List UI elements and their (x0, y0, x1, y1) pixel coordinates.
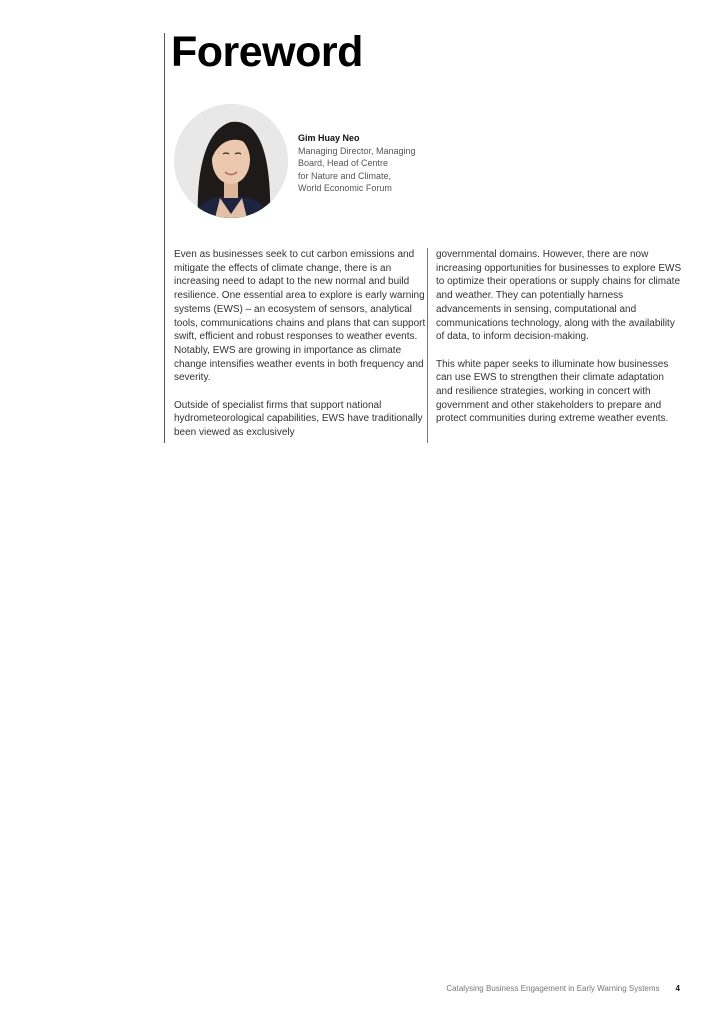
page-footer (446, 984, 680, 993)
page-number: 4 (675, 984, 680, 993)
author-role-line: for Nature and Climate, (298, 170, 392, 181)
author-role-line: World Economic Forum (298, 183, 392, 193)
body-column-right (436, 248, 682, 440)
author-portrait (174, 104, 288, 218)
footer-report-title: Catalysing Business Engagement in Early Warning Systems (446, 984, 660, 993)
paragraph: Outside of specialist firms that support national hydrometeorological capabilities, EWS have traditionally been viewed as exclusively (174, 399, 423, 439)
paragraph: governmental domains. However, there are now increasing opportunities for businesses to explore EWS to optimize their operations or supply chains for climate and weather. They can potentially harness advancements in sensing, computational and communications technology, along with the availability of data, to inform decision-making. (436, 249, 682, 343)
paragraph: This white paper seeks to illuminate how businesses can use EWS to strengthen their climate adaptation and resilience strategies, working in concert with government and other stakeholders to prepare and protect communities during extreme weather events. (436, 358, 669, 425)
left-margin-rule (164, 33, 165, 443)
page-title: Foreword (171, 28, 363, 76)
column-divider (427, 248, 428, 443)
author-portrait-image (174, 104, 288, 218)
author-name: Gim Huay Neo (298, 133, 360, 143)
author-role-line: Managing Director, Managing (298, 145, 416, 156)
author-block (298, 132, 428, 195)
body-column-left (174, 248, 426, 454)
author-role-line: Board, Head of Centre (298, 158, 389, 168)
paragraph: Even as businesses seek to cut carbon emissions and mitigate the effects of climate change, there is an increasing need to adapt to the new normal and build resilience. One essential area to explore is early warning systems (EWS) – an ecosystem of sensors, analytical tools, communications chains and plans that can support swift, efficient and robust responses to weather events. Notably, EWS are growing in importance as climate change intensifies weather events in both frequency and severity. (174, 249, 426, 384)
